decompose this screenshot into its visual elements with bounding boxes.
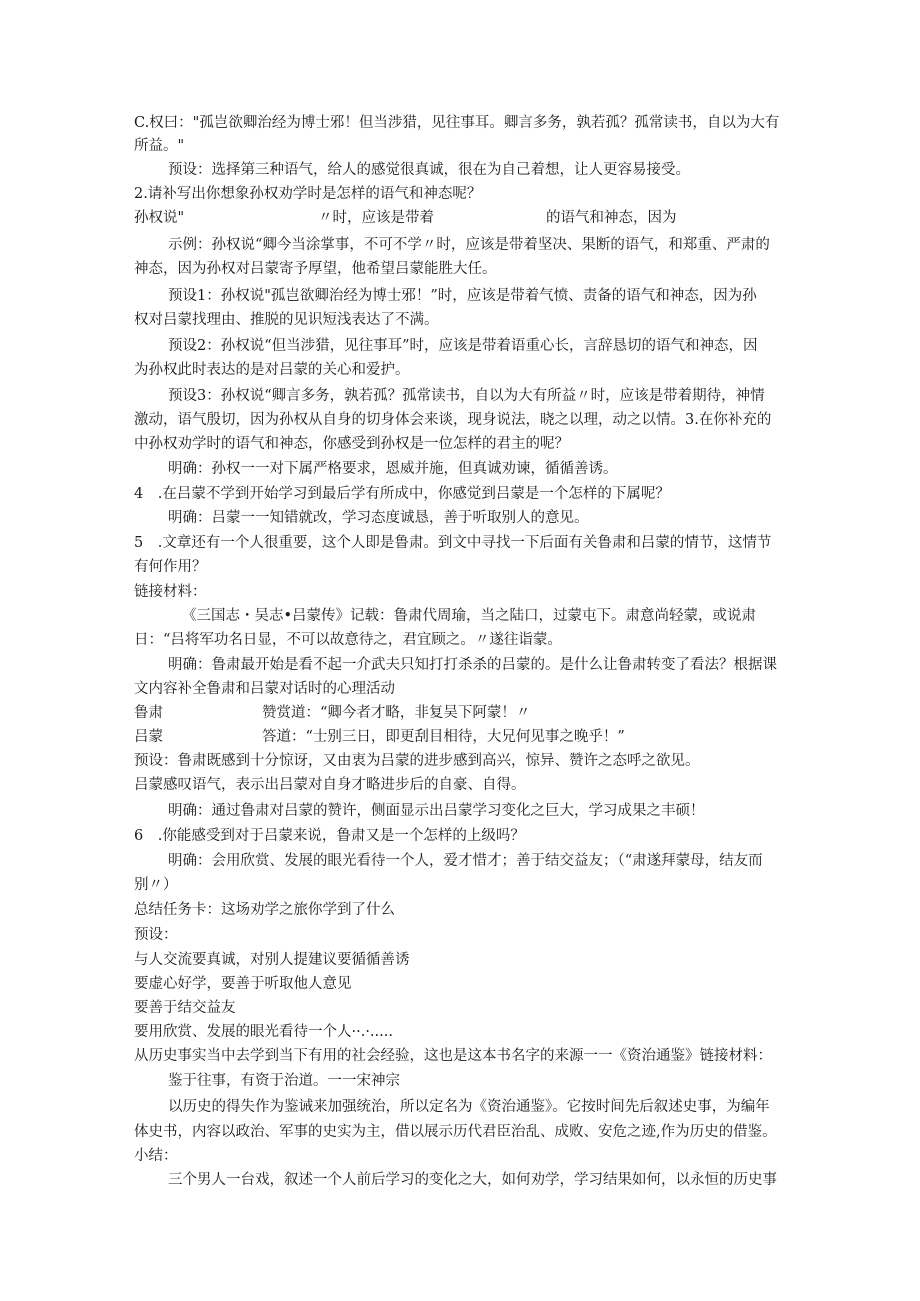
text-line: 所益。" <box>134 138 185 154</box>
text-line: 预设： <box>134 927 178 943</box>
text-line: 明确：吕蒙一一知错就改，学习态度诚恳，善于听取别人的意见。 <box>168 510 589 526</box>
text-line: 预设1：孙权说"孤岂欲卿治经为博士邪！”时，应该是带着气愤、责备的语气和神态，因为孙 <box>168 288 757 304</box>
text-line: 吕蒙感叹语气，表示出吕蒙对自身才略进步后的自豪、自得。 <box>134 777 526 793</box>
text-line: 别〃） <box>134 877 178 893</box>
text-line: 中孙权劝学时的语气和神态，你感受到孙权是一位怎样的君主的呢？ <box>134 436 569 452</box>
text-line: 权对吕蒙找理由、推脱的见识短浅表达了不满。 <box>134 312 439 328</box>
text-line: 预设3：孙权说“卿言多务，孰若孤？孤常读书，自以为大有所益〃时，应该是带着期待，神情 <box>168 388 765 404</box>
list-item: 要用欣赏、发展的眼光看待一个人··.·..... <box>134 1024 393 1040</box>
text-line: 示例：孙权说“卿今当涂掌事，不可不学〃时，应该是带着坚决、果断的语气，和郑重、严肃的 <box>168 237 770 253</box>
text-line: 文内容补全鲁肃和吕蒙对话时的心理活动 <box>134 681 395 697</box>
list-item: 与人交流要真诚，对别人提建议要循循善诱 <box>134 952 410 968</box>
quote-line: 鉴于往事，有资于治道。一一宋神宗 <box>168 1073 400 1089</box>
question-heading: 6 .你能感受到对于吕蒙来说，鲁肃又是一个怎样的上级吗？ <box>134 828 525 844</box>
list-item: 要虚心好学，要善于听取他人意见 <box>134 976 352 992</box>
fill-blank-middle: 〃时，应该是带着 <box>318 210 434 226</box>
text-line: 明确：会用欣赏、发展的眼光看待一个人，爱才惜才；善于结交益友；（“肃遂拜蒙母，结友而 <box>168 853 763 869</box>
text-line: C.权曰："孤岂欲卿治经为博士邪！但当涉猎，见往事耳。卿言多务，孰若孤？孤常读书，自以为大有 <box>134 115 780 131</box>
question-heading: 5 .文章还有一个人很重要，这个人即是鲁肃。到文中寻找一下后面有关鲁肃和吕蒙的情节，这情节 <box>134 535 772 551</box>
list-item: 要善于结交益友 <box>134 1000 236 1016</box>
text-line: 赞赏道：“卿今者才略，非复吴下阿蒙！〃 <box>262 705 531 721</box>
text-line: 日：“吕将军功名日显，不可以故意待之，君宜顾之。〃遂往诣蒙。 <box>134 632 562 648</box>
text-line: 有何作用？ <box>134 559 207 575</box>
fill-blank-suffix: 的语气和神态，因为 <box>546 210 677 226</box>
text-line: 预设：选择第三种语气，给人的感觉很真诚，很在为自己着想，让人更容易接受。 <box>168 162 690 178</box>
text-line: 体史书，内容以政治、军事的史实为主，借以展示历代君臣治乱、成败、安危之迹,作为历史的借鉴。 <box>134 1124 777 1140</box>
text-line: 激动，语气殷切，因为孙权从自身的切身体会来谈，现身说法，晓之以理，动之以情。3.在你补充的 <box>134 412 772 428</box>
section-heading: 总结任务卡：这场劝学之旅你学到了什么 <box>134 902 395 918</box>
speaker-label: 吕蒙 <box>134 729 163 745</box>
speaker-label: 鲁肃 <box>134 705 163 721</box>
text-line: 链接材料： <box>134 584 207 600</box>
text-line: 明确：孙权一一对下属严格要求，恩威并施，但真诚劝谏，循循善诱。 <box>168 461 618 477</box>
text-line: 明确：鲁肃最开始是看不起一介武夫只知打打杀杀的吕蒙的。是什么让鲁肃转变了看法？根据课 <box>168 657 777 673</box>
text-line: 神态，因为孙权对吕蒙寄予厚望，他希望吕蒙能胜大任。 <box>134 261 497 277</box>
text-line: 预设：鲁肃既感到十分惊讶，又由衷为吕蒙的进步感到高兴，惊异、赞许之态呼之欲见。 <box>134 753 700 769</box>
text-line: 三个男人一台戏，叙述一个人前后学习的变化之大，如何劝学，学习结果如何，以永恒的历史事 <box>168 1172 777 1188</box>
text-line: 以历史的得失作为鉴诫来加强统治，所以定名为《资治通鉴》。它按时间先后叙述史事，为编年 <box>168 1099 770 1115</box>
text-line: 从历史事实当中去学到当下有用的社会经验，这也是这本书名字的来源一一《资治通鉴》链接材料： <box>134 1048 772 1064</box>
section-heading: 小结： <box>134 1148 178 1164</box>
text-line: 答道：“士别三日，即更刮目相待，大兄何见事之晚乎！” <box>262 729 625 745</box>
question-heading: 4 .在吕蒙不学到开始学习到最后学有所成中，你感觉到吕蒙是一个怎样的下属呢？ <box>134 486 670 502</box>
question-heading: 2.请补写出你想象孙权劝学时是怎样的语气和神态呢？ <box>134 186 482 202</box>
text-line: 预设2：孙权说“但当涉猎，见往事耳”时，应该是带着语重心长，言辞恳切的语气和神态，因 <box>168 338 758 354</box>
text-line: 明确：通过鲁肃对吕蒙的赞许，侧面显示出吕蒙学习变化之巨大，学习成果之丰硕！ <box>168 803 705 819</box>
text-line: 《三国志・吴志•吕蒙传》记载：鲁肃代周瑜，当之陆口，过蒙屯下。肃意尚轻蒙，或说肃 <box>182 608 757 624</box>
fill-blank-prefix: 孙权说" <box>134 210 185 226</box>
text-line: 为孙权此时表达的是对吕蒙的关心和爱护。 <box>134 362 410 378</box>
